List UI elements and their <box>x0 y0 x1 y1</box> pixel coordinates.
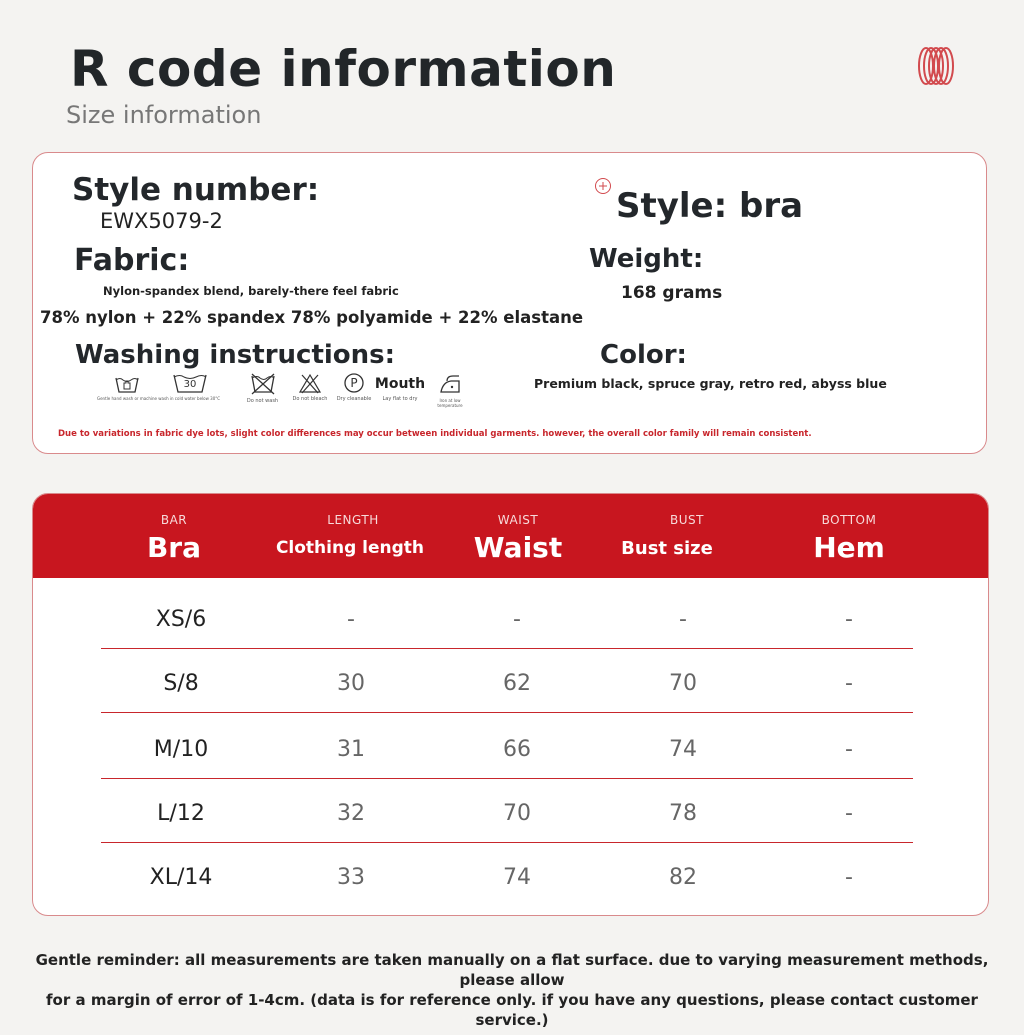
length-cell: 32 <box>337 801 365 826</box>
table-row <box>101 779 913 843</box>
do-not-wash-item <box>240 372 285 404</box>
dry-clean-caption: Dry cleanable <box>336 396 372 402</box>
size-table <box>32 493 989 916</box>
iron-low-item <box>430 372 470 408</box>
do-not-bleach-caption: Do not bleach <box>292 396 328 402</box>
header-waist-small: WAIST <box>497 513 539 527</box>
do-not-wash-icon <box>249 372 277 396</box>
fabric-composition: 78% nylon + 22% spandex 78% polyamide + 22% elastane <box>40 308 584 327</box>
waist-cell: 70 <box>503 801 531 826</box>
bust-cell: 82 <box>669 865 697 890</box>
wash-30-number: 30 <box>183 379 197 390</box>
waist-cell: 74 <box>503 865 531 890</box>
page-subtitle: Size information <box>66 101 262 129</box>
size-cell: XL/14 <box>149 865 213 890</box>
bust-cell: - <box>679 607 687 632</box>
header-waist-large: Waist <box>473 531 563 564</box>
size-table-header <box>33 494 988 578</box>
hand-wash-icon <box>114 372 140 394</box>
header-length-large: Clothing length <box>275 538 425 558</box>
hem-cell: - <box>845 737 853 762</box>
brand-logo-icon <box>914 44 958 88</box>
dry-clean-item <box>336 372 372 402</box>
iron-icon <box>437 372 463 396</box>
length-cell: 30 <box>337 671 365 696</box>
fabric-label: Fabric: <box>74 243 190 278</box>
mouth-label: Mouth <box>374 376 426 392</box>
bust-cell: 78 <box>669 801 697 826</box>
bust-cell: 74 <box>669 737 697 762</box>
table-row <box>101 585 913 649</box>
hand-wash-item <box>97 372 221 401</box>
hem-cell: - <box>845 607 853 632</box>
hem-cell: - <box>845 671 853 696</box>
do-not-bleach-item <box>290 372 330 402</box>
bust-cell: 70 <box>669 671 697 696</box>
header-bottom-small: BOTTOM <box>821 513 877 527</box>
size-cell: XS/6 <box>155 607 207 632</box>
add-circle-icon <box>594 177 612 195</box>
reminder-line-1: Gentle reminder: all measurements are taken manually on a flat surface. due to varying measurement methods, please allow <box>35 951 989 989</box>
hem-cell: - <box>845 801 853 826</box>
table-row <box>101 649 913 713</box>
style-number-value: EWX5079-2 <box>100 209 223 233</box>
size-cell: L/12 <box>157 801 205 826</box>
length-cell: 31 <box>337 737 365 762</box>
length-cell: 33 <box>337 865 365 890</box>
iron-caption: Iron at low temperature <box>437 398 463 408</box>
do-not-bleach-icon <box>298 372 322 394</box>
washing-icons <box>97 372 480 412</box>
row-divider <box>101 712 913 714</box>
style-label: Style: bra <box>616 186 804 226</box>
hand-wash-caption: Gentle hand wash or machine wash in cold water below 30°C <box>97 396 221 401</box>
reminder-line-2: for a margin of error of 1-4cm. (data is for reference only. if you have any questions, please contact customer service.) <box>46 991 978 1029</box>
color-label: Color: <box>600 340 687 370</box>
table-row <box>101 715 913 779</box>
length-cell: - <box>347 607 355 632</box>
size-cell: S/8 <box>163 671 199 696</box>
waist-cell: 62 <box>503 671 531 696</box>
header-bar-small: BAR <box>160 513 188 527</box>
waist-cell: - <box>513 607 521 632</box>
waist-cell: 66 <box>503 737 531 762</box>
table-row <box>101 843 913 907</box>
header-bottom-large: Hem <box>813 531 885 564</box>
style-number-label: Style number: <box>72 172 320 208</box>
washing-instructions-label: Washing instructions: <box>75 340 396 370</box>
wash-30-item <box>170 372 210 394</box>
weight-label: Weight: <box>589 244 704 274</box>
lay-flat-item <box>374 372 426 402</box>
header-bar-large: Bra <box>146 531 202 564</box>
size-cell: M/10 <box>153 737 209 762</box>
do-not-wash-caption: Do not wash <box>246 398 279 404</box>
measurement-reminder <box>20 950 1004 1030</box>
header-bust-small: BUST <box>670 513 704 527</box>
hem-cell: - <box>845 865 853 890</box>
color-value: Premium black, spruce gray, retro red, abyss blue <box>534 376 887 391</box>
page-title: R code information <box>70 40 617 98</box>
color-variation-note: Due to variations in fabric dye lots, slight color differences may occur between individual garments. however, the overall color family will remain consistent. <box>58 429 812 439</box>
weight-value: 168 grams <box>621 283 723 303</box>
fabric-description: Nylon-spandex blend, barely-there feel fabric <box>103 284 399 298</box>
header-length-small: LENGTH <box>327 513 379 527</box>
header-bust-large: Bust size <box>621 538 713 559</box>
lay-flat-caption: Lay flat to dry <box>382 396 418 402</box>
dry-clean-letter: P <box>350 376 358 390</box>
